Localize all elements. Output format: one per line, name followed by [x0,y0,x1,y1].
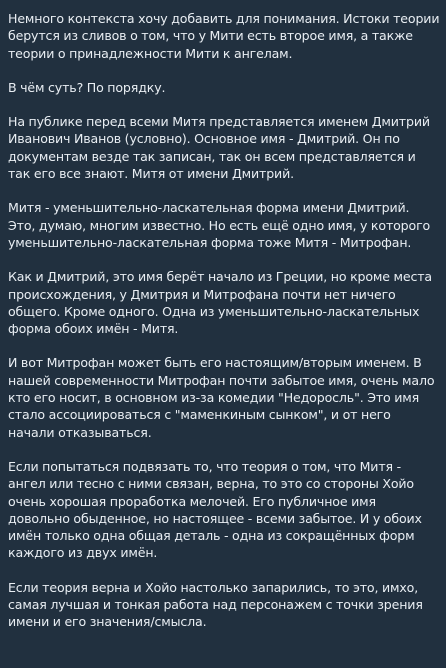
message-paragraph-5: Как и Дмитрий, это имя берёт начало из Греции, но кроме места происхождения, у Дмитрия и Митрофана почти нет ничего общего. Кроме одного. Одна из уменьшительно-ласкательных форма обоих имён - Митя. [8,269,433,337]
message-paragraph-7: Если попытаться подвязать то, что теория о том, что Митя - ангел или тесно с ними связан, верна, то это со стороны Хойо очень хорошая проработка мелочей. Его публичное имя довольно обыденное, но настоящее - всеми забытое. И у обоих имён только одна общая деталь - одна из сокращённых форм каждого из двух имён. [8,458,422,561]
message-paragraph-8: Если теория верна и Хойо настолько запарились, то это, имхо, самая лучшая и тонкая работа над персонажем с точки зрения имени и его значения/смысла. [8,579,423,630]
message-paragraph-1: Немного контекста хочу добавить для понимания. Истоки теории берутся из сливов о том, что у Мити есть второе имя, а также теории о принадлежности Мити к ангелам. [8,11,440,61]
message-paragraph-2: В чём суть? По порядку. [8,79,166,95]
message-paragraph-4: Митя - уменьшительно-ласкательная форма имени Дмитрий. Это, думаю, многим известно. Но есть ещё одно имя, у которого уменьшительно-ласкательная форма тоже Митя - Митрофан. [8,200,431,250]
message-paragraph-3: На публике перед всеми Митя представляется именем Дмитрий Иванович Иванов (условно). Основное имя - Дмитрий. Он по документам везде так записан, так он всем представляется и так его все знают. Митя от имени Дмитрий. [8,114,430,182]
message-paragraph-6: И вот Митрофан может быть его настоящим/вторым именем. В нашей современности Митрофан почти забытое имя, очень мало кто его носит, в основном из-за комедии "Недоросль". Это имя стало ассоциироваться с "маменкиным сынком", и от него начали отказываться. [8,355,435,440]
